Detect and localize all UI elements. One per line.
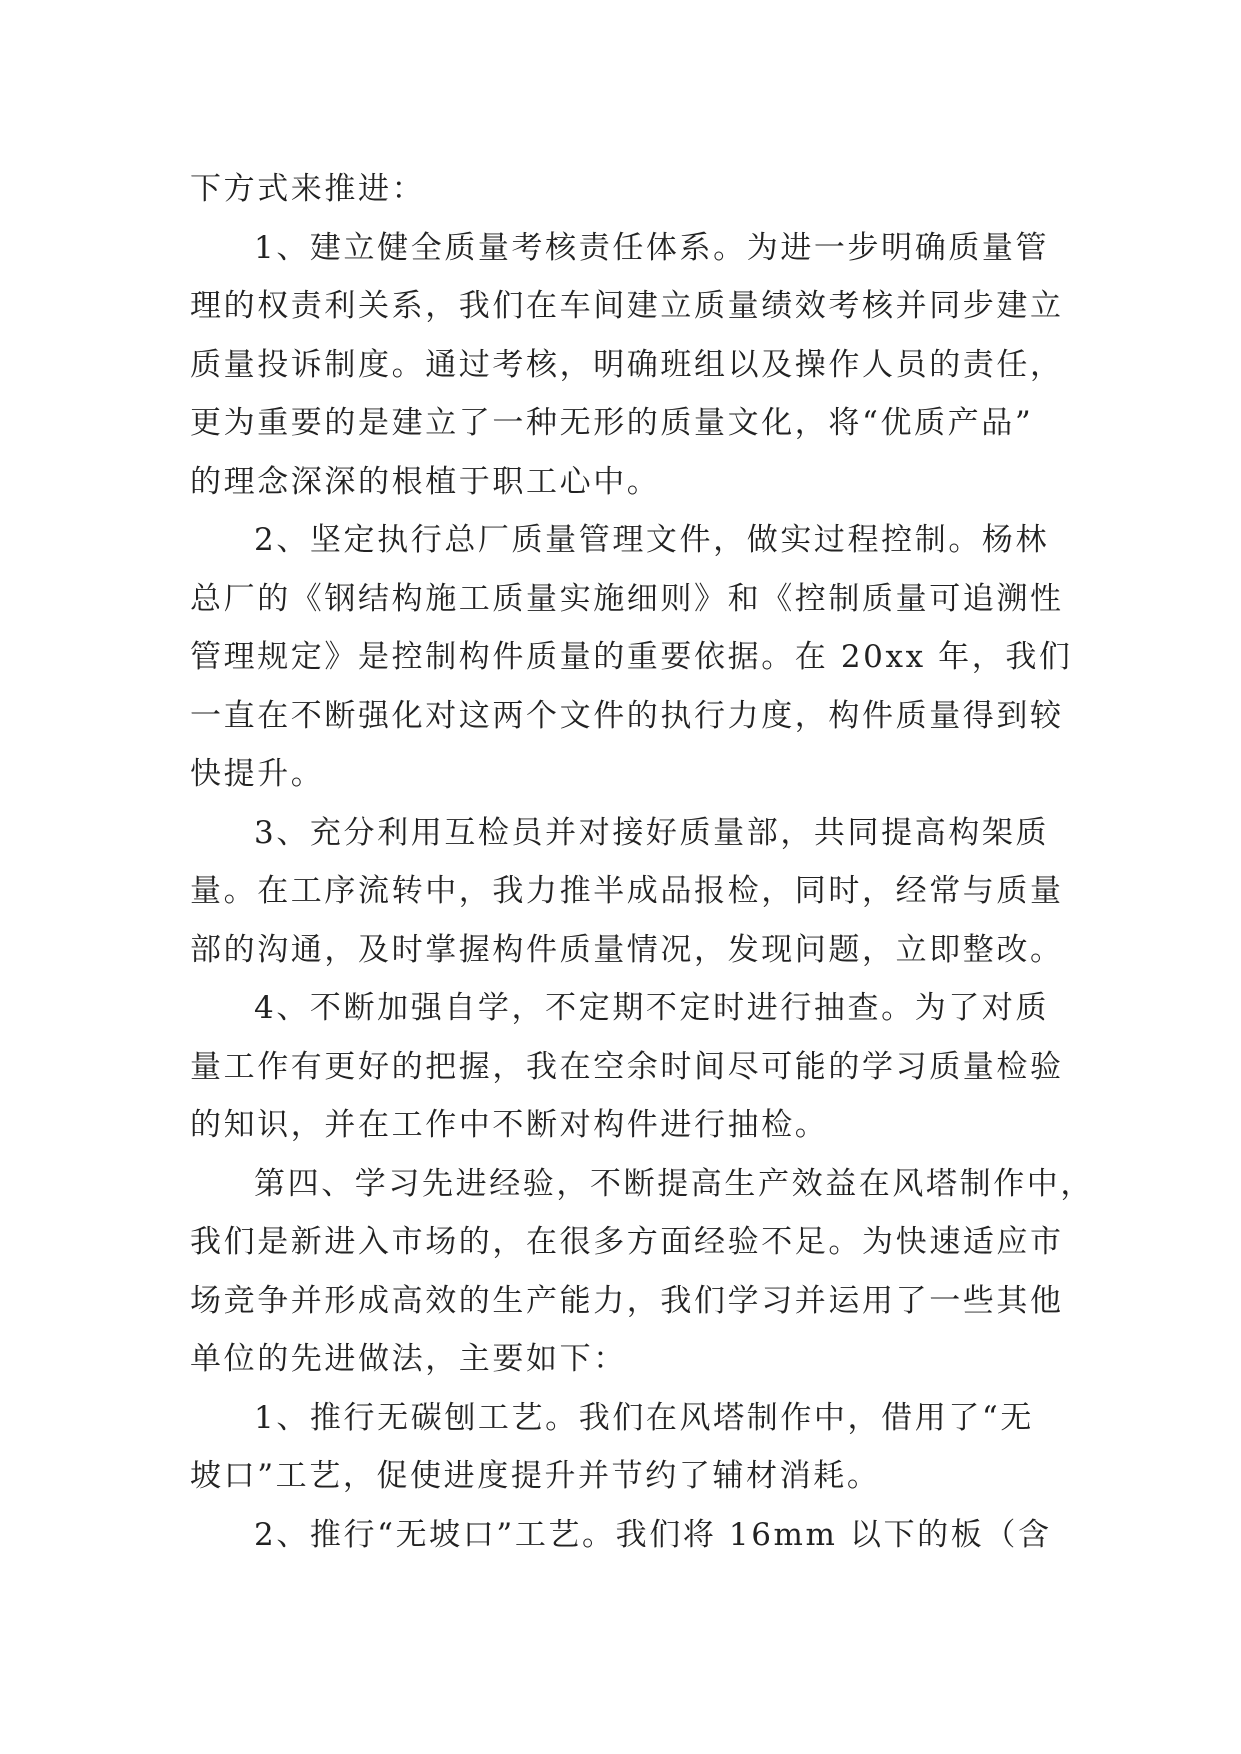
document-body — [190, 160, 1094, 1564]
text-line: 总厂的《钢结构施工质量实施细则》和《控制质量可追溯性 — [190, 580, 1064, 617]
text-line: 第四、学习先进经验，不断提高生产效益在风塔制作中， — [254, 1165, 1094, 1202]
text-line: 2、推行“无坡口”工艺。我们将 16mm 以下的板（含 — [254, 1516, 1052, 1553]
text-line: 2、坚定执行总厂质量管理文件，做实过程控制。杨林 — [254, 522, 1050, 558]
text-line: 质量投诉制度。通过考核，明确班组以及操作人员的责任， — [190, 346, 1064, 383]
text-line: 3、充分利用互检员并对接好质量部，共同提高构架质 — [254, 814, 1050, 851]
text-line: 下方式来推进： — [190, 171, 426, 207]
text-line: 量工作有更好的把握，我在空余时间尽可能的学习质量检验 — [190, 1048, 1064, 1085]
text-line: 单位的先进做法，主要如下： — [190, 1341, 627, 1377]
text-line: 的理念深深的根植于职工心中。 — [190, 463, 661, 500]
text-line: 部的沟通，及时掌握构件质量情况，发现问题，立即整改。 — [190, 931, 1064, 968]
text-line: 1、建立健全质量考核责任体系。为进一步明确质量管 — [254, 229, 1050, 266]
text-line: 的知识，并在工作中不断对构件进行抽检。 — [190, 1107, 829, 1143]
text-line: 一直在不断强化对这两个文件的执行力度，构件质量得到较 — [190, 697, 1064, 734]
text-line: 管理规定》是控制构件质量的重要依据。在 20xx 年，我们 — [190, 639, 1073, 675]
text-line: 我们是新进入市场的，在很多方面经验不足。为快速适应市 — [190, 1224, 1064, 1260]
text-line: 快提升。 — [190, 756, 325, 792]
text-line: 4、不断加强自学，不定期不定时进行抽查。为了对质 — [254, 990, 1050, 1026]
text-line: 理的权责利关系，我们在车间建立质量绩效考核并同步建立 — [190, 288, 1064, 324]
text-line: 1、推行无碳刨工艺。我们在风塔制作中，借用了“无 — [254, 1399, 1034, 1436]
text-line: 场竞争并形成高效的生产能力，我们学习并运用了一些其他 — [190, 1282, 1064, 1319]
text-line: 更为重要的是建立了一种无形的质量文化，将“优质产品” — [190, 405, 1034, 441]
text-line: 量。在工序流转中，我力推半成品报检，同时，经常与质量 — [190, 873, 1064, 909]
text-line: 坡口”工艺，促使进度提升并节约了辅材消耗。 — [190, 1458, 881, 1494]
